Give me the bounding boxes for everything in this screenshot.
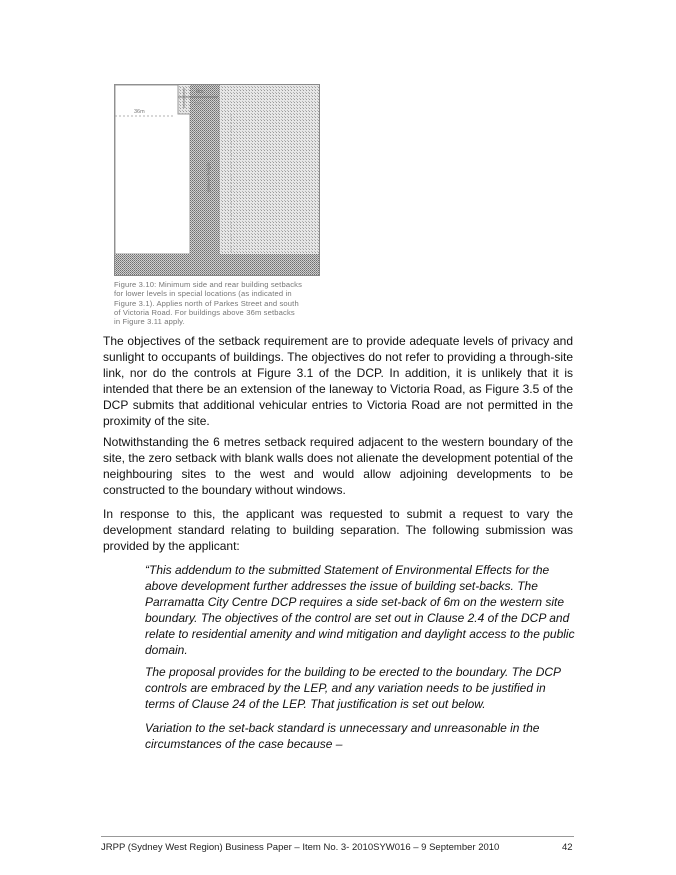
- label-6m: 6m: [196, 89, 204, 95]
- quote-paragraph-proposal: The proposal provides for the building to be erected to the boundary. The DCP controls are embraced by the LEP, and any variation needs to be justified in terms of Clause 24 of the LEP. That justification is set out below.: [145, 665, 561, 711]
- setback-diagram: [114, 84, 320, 276]
- page-number: 42: [562, 842, 573, 853]
- caption-line: Figure 3.1). Applies north of Parkes Street and south: [114, 298, 299, 308]
- caption-line: in Figure 3.11 apply.: [114, 317, 185, 327]
- quote-paragraph-variation: Variation to the set-back standard is unnecessary and unreasonable in the circumstances of the case because –: [145, 721, 540, 751]
- body-paragraph-objectives: The objectives of the setback requirement are to provide adequate levels of privacy and sunlight to occupants of buildings. The objectives do not refer to providing a through-site link, nor do the controls at Figure 3.1 of the DCP. In addition, it is unlikely that it is intended that there be an extension of the laneway to Victoria Road, as Figure 3.5 of the DCP submits that additional vehicular entries to Victoria Road are not permitted in the proximity of the site.: [103, 334, 573, 428]
- setback-figure: [114, 84, 320, 276]
- label-36m: 36m: [134, 109, 145, 115]
- rear-setback-band: [115, 254, 319, 275]
- body-paragraph-request: In response to this, the applicant was requested to submit a request to vary the development standard relating to building separation. The following submission was provided by the applicant:: [103, 507, 573, 553]
- figure-caption: [114, 280, 324, 326]
- label-vertical: greater height: [207, 162, 212, 192]
- footer-text: JRPP (Sydney West Region) Business Paper – Item No. 3- 2010SYW016 – 9 September 2010: [101, 842, 500, 853]
- quote-paragraph-addendum: “This addendum to the submitted Statement of Environmental Effects for the above development further addresses the issue of building set-backs. The Parramatta City Centre DCP requires a side set-back of 6m on the western site boundary. The objectives of the control are set out in Clause 2.4 of the DCP and relate to residential amenity and wind mitigation and daylight access to the public domain.: [145, 563, 575, 657]
- body-paragraph-zero-setback: Notwithstanding the 6 metres setback required adjacent to the western boundary of the site, the zero setback with blank walls does not alienate the development potential of the neighbouring sites to the west and would allow adjoining developments to be constructed to the boundary without windows.: [103, 435, 573, 497]
- label-min: min.: [195, 101, 205, 107]
- setback-zone: [190, 85, 220, 254]
- caption-line: Figure 3.10: Minimum side and rear building setbacks: [114, 280, 303, 289]
- caption-line: of Victoria Road. For buildings above 36m setbacks: [114, 307, 295, 317]
- caption-line: for lower levels in special locations (as indicated in: [114, 289, 292, 299]
- footer-divider: [101, 836, 574, 837]
